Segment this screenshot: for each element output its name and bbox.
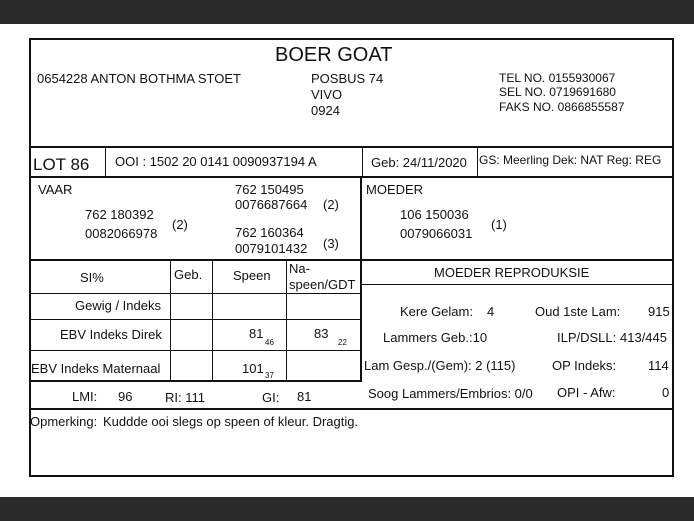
paternal-grandsire-number: (2) <box>323 197 339 212</box>
ebv-direct-naspeen-acc: 22 <box>338 338 347 347</box>
kere-gelam-value: 4 <box>487 304 495 319</box>
reproduction-title: MOEDER REPRODUKSIE <box>434 265 590 280</box>
ebv-maternal-speen-acc: 37 <box>265 371 274 380</box>
gs-divider <box>477 148 478 176</box>
opi-value: 0 <box>662 385 670 400</box>
index-bottom-line <box>29 380 362 382</box>
remark-label: Opmerking: <box>30 414 98 429</box>
lambs-weaned: Lam Gesp./(Gem): 2 (115) <box>364 358 516 373</box>
ebv-direct-naspeen: 83 <box>314 326 329 341</box>
lot-divider <box>105 148 106 176</box>
lot-divider-line <box>29 176 674 178</box>
top-letterbox <box>0 0 694 24</box>
kere-gelam-label: Kere Gelam: <box>400 304 473 319</box>
pedigree-bottom-line <box>29 259 674 261</box>
gs-dek-reg: GS: Meerling Dek: NAT Reg: REG <box>479 153 662 167</box>
address-line-2: VIVO <box>311 87 343 102</box>
ebv-direct-speen-acc: 46 <box>265 338 274 347</box>
pedigree-divider <box>360 177 362 380</box>
paternal-grandsire-id-1: 762 150495 <box>235 182 304 197</box>
reproduction-title-line <box>361 284 674 285</box>
first-lamb-age-value: 915 <box>648 304 670 319</box>
col-header-speen: Speen <box>233 268 271 283</box>
cell-number: SEL NO. 0719691680 <box>499 85 616 99</box>
sire-id-1: 762 180392 <box>85 207 154 222</box>
remark-text: Kuddde ooi slegs op speen of kleur. Dragtig. <box>103 414 359 429</box>
header-divider <box>29 146 674 148</box>
col-header-naspeen: speen/GDT <box>289 277 356 292</box>
gi-value: 81 <box>297 389 312 404</box>
col-header-geb: Geb. <box>174 267 203 282</box>
row-label-weight: Gewig / Indeks <box>75 298 161 313</box>
paternal-granddam-id-2: 0079101432 <box>235 241 308 256</box>
first-lamb-age-label: Oud 1ste Lam: <box>535 304 621 319</box>
dam-id-2: 0079066031 <box>400 226 473 241</box>
sire-label: VAAR <box>38 182 73 197</box>
dam-id-1: 106 150036 <box>400 207 469 222</box>
paternal-grandsire-id-2: 0076687664 <box>235 197 308 212</box>
ebv-maternal-speen: 101 <box>242 361 264 376</box>
sire-number: (2) <box>172 217 188 232</box>
op-index-label: OP Indeks: <box>552 358 617 373</box>
index-row-line-2 <box>30 319 360 320</box>
lmi-value: 96 <box>118 389 133 404</box>
opi-label: OPI - Afw: <box>557 385 616 400</box>
dam-number: (1) <box>491 217 507 232</box>
index-row-line-1 <box>30 293 360 294</box>
tel-number: TEL NO. 0155930067 <box>499 71 616 85</box>
geb-divider <box>362 148 363 176</box>
card-title: BOER GOAT <box>275 44 393 66</box>
index-col-2 <box>212 260 213 380</box>
ilp-dsll-label: ILP/DSLL: <box>557 330 617 345</box>
lot-number: LOT 86 <box>33 155 90 174</box>
index-row-line-3 <box>30 350 360 351</box>
address-line-3: 0924 <box>311 103 340 118</box>
row-label-ebv-direct: EBV Indeks Direk <box>60 327 162 342</box>
dam-label: MOEDER <box>366 182 424 197</box>
ebv-direct-speen: 81 <box>249 326 264 341</box>
reproduction-bottom-line <box>29 408 674 410</box>
bottom-letterbox <box>0 497 694 521</box>
ri-value: RI: 111 <box>165 390 205 405</box>
index-col-3 <box>286 260 287 380</box>
suckled-lambs-embryos: Soog Lammers/Embrios: 0/0 <box>368 386 533 401</box>
birth-date: Geb: 24/11/2020 <box>371 155 467 170</box>
lambs-born: Lammers Geb.:10 <box>383 330 488 345</box>
gi-label: GI: <box>262 390 280 405</box>
paternal-granddam-number: (3) <box>323 236 339 251</box>
sire-id-2: 0082066978 <box>85 226 158 241</box>
ilp-dsll-value: 413/445 <box>620 330 667 345</box>
row-label-ebv-maternal: EBV Indeks Maternaal <box>31 361 161 376</box>
lmi-label: LMI: <box>72 389 98 404</box>
col-header-na: Na- <box>289 261 310 276</box>
op-index-value: 114 <box>648 358 669 373</box>
address-line-1: POSBUS 74 <box>311 71 384 86</box>
fax-number: FAKS NO. 0866855587 <box>499 100 625 114</box>
index-col-1 <box>170 260 171 380</box>
col-header-si: SI% <box>80 270 104 285</box>
ewe-id: OOI : 1502 20 0141 0090937194 A <box>115 154 317 169</box>
paternal-granddam-id-1: 762 160364 <box>235 225 304 240</box>
breeder-name: 0654228 ANTON BOTHMA STOET <box>37 71 241 86</box>
